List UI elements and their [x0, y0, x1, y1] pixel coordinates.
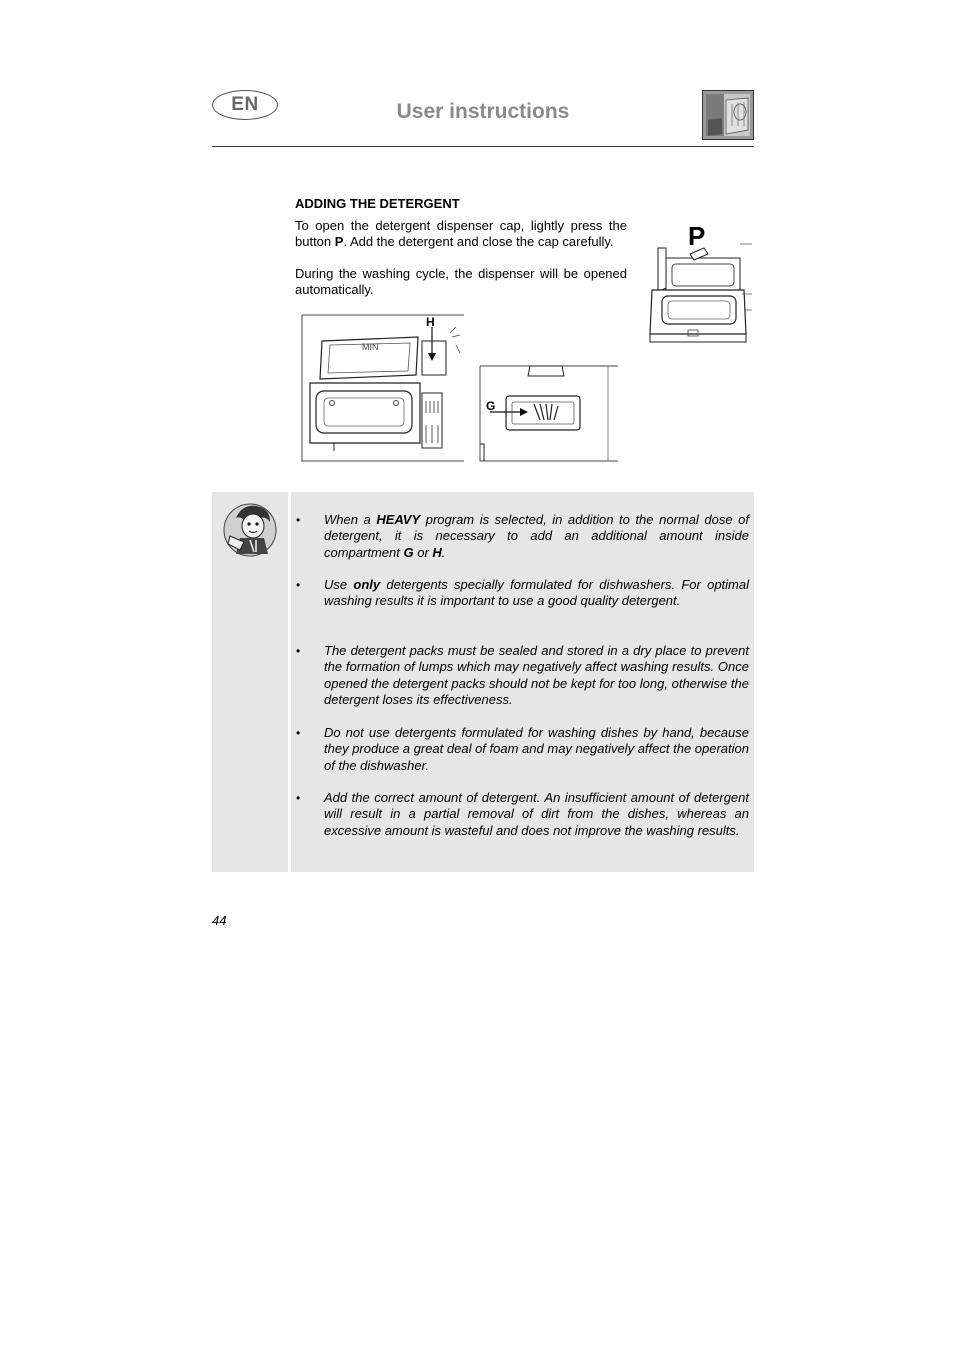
language-badge: EN — [212, 90, 278, 120]
section-heading: ADDING THE DETERGENT — [295, 196, 460, 211]
instruction-paragraph-auto-open: During the washing cycle, the dispenser will be opened automatically. — [295, 266, 627, 297]
bullet-icon: • — [296, 726, 301, 740]
dispenser-button-p-figure — [644, 218, 754, 346]
note-item — [296, 512, 749, 561]
page-number: 44 — [212, 913, 227, 928]
note-item — [296, 577, 749, 610]
instruction-paragraph-open-cap: To open the detergent dispenser cap, lightly press the button P. Add the detergent and close the cap carefully. — [295, 218, 627, 249]
notes-panel-divider — [288, 492, 291, 872]
note-text-hand-detergent: Do not use detergents formulated for washing dishes by hand, because they produce a great deal of foam and may negatively affect the operation of the dishwasher. — [324, 725, 749, 773]
page-title: User instructions — [396, 100, 570, 123]
fig-h-min-label: MIN — [362, 342, 379, 352]
bullet-icon: • — [296, 644, 301, 658]
dishwasher-thumbnail-icon — [702, 90, 754, 140]
note-text-correct-amount: Add the correct amount of detergent. An insufficient amount of detergent will result in a partial removal of dirt from the dishes, whereas an excessive amount is wasteful and does not improve the washing results. — [324, 790, 749, 838]
bullet-icon: • — [296, 513, 301, 527]
header-divider — [212, 146, 754, 147]
dispenser-compartment-g-figure — [478, 364, 620, 463]
bullet-icon: • — [296, 578, 301, 592]
dispenser-compartment-h-figure — [300, 313, 466, 463]
fig-p-label: P — [688, 221, 706, 251]
note-item — [296, 790, 749, 839]
note-item — [296, 725, 749, 774]
bullet-icon: • — [296, 791, 301, 805]
note-text-dishwasher-detergent: Use only detergents specially formulated for dishwashers. For optimal washing results it is important to use a good quality detergent. — [324, 577, 750, 609]
note-text-storage: The detergent packs must be sealed and stored in a dry place to prevent the formation of lumps which may negatively affect washing results. Once opened the detergent packs should not be kept for too long, otherwise the detergent loses its effectiveness. — [324, 643, 749, 707]
note-item — [296, 643, 749, 708]
fig-g-label: G — [486, 399, 496, 413]
note-text-heavy-program: When a HEAVY program is selected, in addition to the normal dose of detergent, it is necessary to add an additional amount inside compartment G or H. — [324, 512, 749, 560]
fig-h-label: H — [426, 315, 435, 329]
mascot-character-icon — [222, 500, 278, 558]
